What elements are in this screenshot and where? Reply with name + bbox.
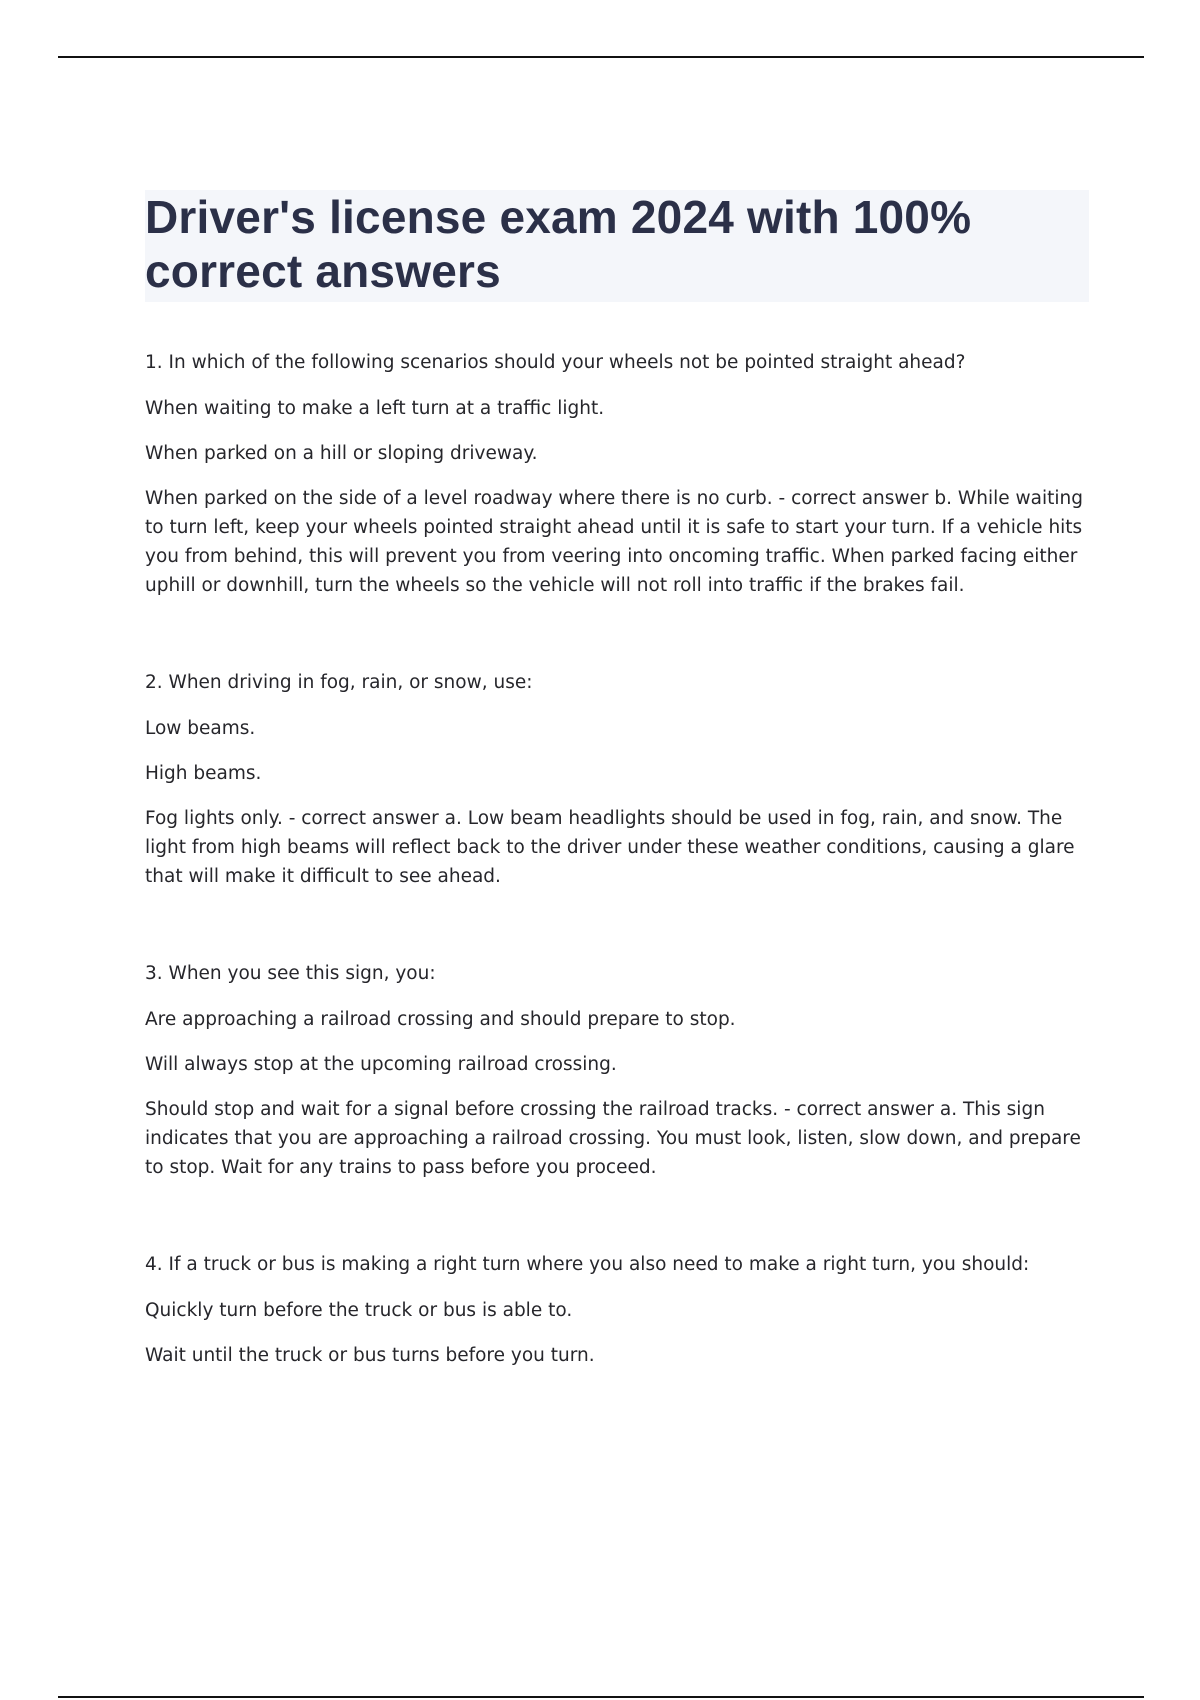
question-text: 4. If a truck or bus is making a right turn where you also need to make a right turn, you should: — [145, 1254, 1030, 1275]
questions-list — [145, 348, 1089, 1438]
bottom-rule — [58, 1696, 1144, 1698]
answer-explanation: When parked on the side of a level roadway where there is no curb. - correct answer b. While waiting to turn left, keep your wheels pointed straight ahead until it is safe to start your turn. If a vehicle hits you from behind, this will prevent you from veering into oncoming traffic. When parked facing either uphill or downhill, turn the wheels so the vehicle will not roll into traffic if the brakes fail. — [145, 488, 1083, 596]
title-line-2: correct answers — [145, 245, 501, 297]
question-text: 1. In which of the following scenarios should your wheels not be pointed straight ahead? — [145, 352, 966, 373]
answer-option: When parked on a hill or sloping driveway. — [145, 443, 538, 464]
page-title — [145, 190, 1089, 298]
question-2 — [145, 668, 1089, 891]
title-block — [145, 190, 1089, 302]
answer-option: When waiting to make a left turn at a traffic light. — [145, 398, 605, 419]
answer-explanation: Should stop and wait for a signal before crossing the railroad tracks. - correct answer a. This sign indicates that you are approaching a railroad crossing. You must look, listen, slow down, and prepare to stop. Wait for any trains to pass before you proceed. — [145, 1099, 1081, 1178]
question-4 — [145, 1250, 1089, 1370]
answer-option: Quickly turn before the truck or bus is able to. — [145, 1300, 573, 1321]
question-1 — [145, 348, 1089, 600]
answer-option: Low beams. — [145, 718, 256, 739]
question-text: 3. When you see this sign, you: — [145, 963, 436, 984]
answer-option: Are approaching a railroad crossing and should prepare to stop. — [145, 1009, 736, 1030]
answer-explanation: Fog lights only. - correct answer a. Low beam headlights should be used in fog, rain, and snow. The light from high beams will reflect back to the driver under these weather conditions, causing a glare that will make it difficult to see ahead. — [145, 808, 1075, 887]
answer-option: Will always stop at the upcoming railroad crossing. — [145, 1054, 617, 1075]
answer-option: High beams. — [145, 763, 262, 784]
answer-option: Wait until the truck or bus turns before you turn. — [145, 1345, 595, 1366]
question-3 — [145, 959, 1089, 1182]
title-line-1: Driver's license exam 2024 with 100% — [145, 191, 972, 243]
top-rule — [58, 56, 1144, 58]
question-text: 2. When driving in fog, rain, or snow, use: — [145, 672, 533, 693]
